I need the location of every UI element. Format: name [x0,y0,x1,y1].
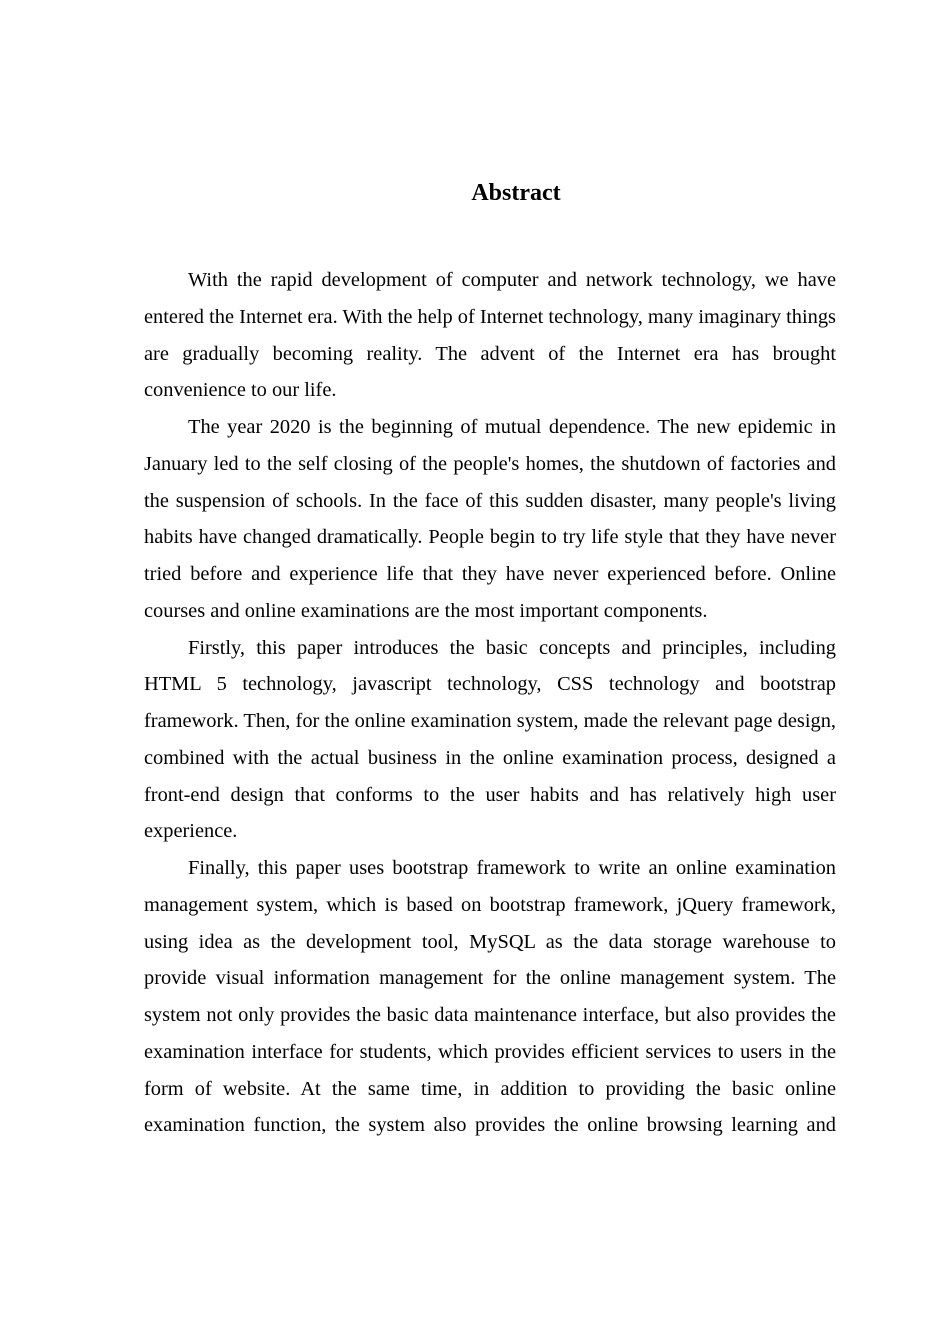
abstract-body [144,262,836,1144]
abstract-paragraph-2: The year 2020 is the beginning of mutual dependence. The new epidemic in January led to the self closing of the people's homes, the shutdown of factories and the suspension of schools. In the face of this sudden disaster, many people's living habits have changed dramatically. People begin to try life style that they have never tried before and experience life that they have never experienced before. Online courses and online examinations are the most important components. [144,416,836,622]
abstract-paragraph-3: Firstly, this paper introduces the basic concepts and principles, including HTML 5 technology, javascript technology, CSS technology and bootstrap framework. Then, for the online examination system, made the relevant page design, combined with the actual business in the online examination process, designed a front-end design that conforms to the user habits and has relatively high user experience. [144,636,836,843]
abstract-paragraph-4: Finally, this paper uses bootstrap framework to write an online examination management system, which is based on bootstrap framework, jQuery framework, using idea as the development tool, MySQL as the data storage warehouse to provide visual information management for the online management system. The system not only provides the basic data maintenance interface, but also provides the examination interface for students, which provides efficient services to users in the form of website. At the same time, in addition to providing the basic online examination function, the system also provides the online browsing learning and [144,857,836,1137]
abstract-paragraph-1: With the rapid development of computer and network technology, we have entered the Internet era. With the help of Internet technology, many imaginary things are gradually becoming reality. The advent of the Internet era has brought convenience to our life. [144,269,836,402]
abstract-heading: Abstract [471,180,561,206]
